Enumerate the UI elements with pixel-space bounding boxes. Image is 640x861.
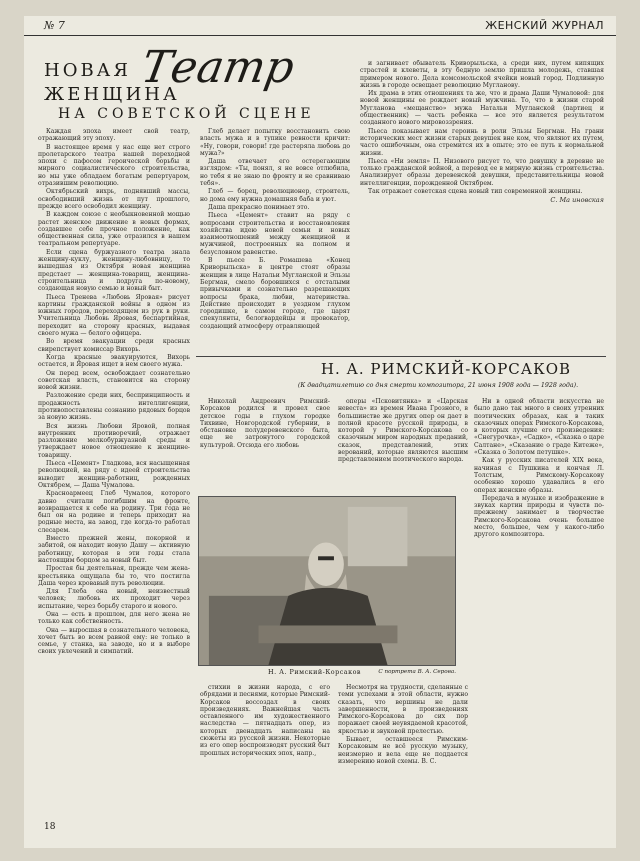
magazine-page	[24, 16, 616, 848]
paragraph: Пьеса показывает нам героинь в роли Эльзы Бергман. На грани исторических мест жизни старых девушек вне ком, что являют их путем, часто ошибочным, она стремится их в опыте; это ее путь к нормальной жизни.	[360, 127, 604, 157]
article-title	[38, 42, 338, 124]
paragraph: Пьеса Тренева «Любовь Яровая» рисует картины гражданской войны в одном из южных городов, переходящем из рук в руки. Учительница Любовь Яровая, беспартийная, переходит на сторону красных, выдавая своего мужа — белого офицера.	[38, 293, 190, 338]
paragraph: Каждая эпоха имеет свой театр, отражающий эту эпоху.	[38, 128, 190, 143]
paragraph: Она — есть в прошлом, для него жена не только как собственность.	[38, 611, 190, 626]
page-header	[24, 16, 616, 36]
rimsky-bottom-right	[338, 684, 468, 824]
title-script: Театр	[137, 42, 299, 93]
paragraph: В настоящее время у нас еще нет строго пролетарского театра нашей переходной эпохи с пафосом героической борьбы и мирного социалистического строительства, но мы уже обладаем богатым репертуаром, отразившим революцию.	[38, 143, 190, 188]
paragraph: Несмотря на трудности, сделанные с теми успехами в этой области, нужно сказать, что вершины не дали завершенности, в произведениях Римского-Корсакова до сих пор поражает своей неувядаемой красотой, яркостью и звуковой прелестью.	[338, 684, 468, 735]
paragraph: Так отражает советская сцена новый тип современной женщины.	[368, 188, 583, 196]
caption-credit: С портрета В. А. Серова.	[378, 669, 456, 675]
caption-name: Н. А. Римский-Корсаков	[268, 668, 362, 676]
title-line-2: ЖЕНЩИНА	[44, 84, 180, 105]
paragraph: Как у русских писателей XIX века, начиная с Пушкина и кончая Л. Толстым, Римскому-Корсакову особенно хорошо удавались в его операх женские образы.	[474, 457, 604, 494]
page-number: 18	[44, 822, 56, 832]
paragraph: В пьесе Б. Ромашева «Конец Криворыльска» в центре стоят образы женщин в лице Натальи Мугланской и Эльзы Бергман, смело боровшихся с отсталыми привычками и сознательно разрешающих вопросы брака, любви, материнства. Действие происходит в уездном глухом городишке, в самом городе, где царят спекулянты, белогвардейцы и провокатор, создающий атмосферу отравляющей	[200, 257, 350, 330]
paragraph: Для Глеба она новый, неизвестный человек; любовь их проходит через испытание, через борьбу старого и нового.	[38, 588, 190, 610]
article-column-3	[360, 60, 604, 354]
paragraph: Глеб делает попытку восстановить свою власть мужа и в тупике ревности кричит: «Ну, говори, говори! где растеряла любовь до мужа?»	[200, 128, 350, 157]
portrait-image	[198, 496, 456, 666]
paragraph: Пьеса «Цемент» ставит на ряду с вопросами строительства и восстановления хозяйства идею новой семьи и новых взаимоотношений между женщиной и мужчиной, построенных на полном и безусловном равенстве.	[200, 212, 350, 256]
paragraph: Передача в музыке и изображение в звуках картин природы и чувств по-прежнему занимает в творчестве Римского-Корсакова очень большое место, большее, чем у какого-либо другого композитора.	[474, 494, 604, 539]
paragraph: оперы «Псковитянка» и «Царская невеста» из времен Ивана Грозного, в большинстве же других опер он дает в полной красоте русской природы, в которой у Римского-Корсакова со сказочным миром народных преданий, сказок, представлений, этих верований, которые являются высшим представлением поэтического народа.	[338, 398, 468, 464]
paragraph: Октябрьский вихрь, поднявший массы, освободивший жизнь от пут прошлого, прежде всего освободил женщину.	[38, 188, 190, 210]
article-column-2	[200, 128, 350, 354]
paragraph: Ни в одной области искусства не было дано так много в своих утренних поэтических образах, как в таких сказочных операх Римского-Корсакова, в которых лучшие его произведения: «Снегурочка», «Садко», «Сказка о царе Салтане», «Сказание о граде Китеже», «Сказка о Золотом петушке».	[474, 398, 604, 457]
article-column-1	[38, 128, 190, 828]
paragraph: В каждом союзе с необыкновенной мощью растет женское движение в новых формах, создавшее себе прочное положение, как общественная сила, уже отразился в нашем театральном репертуаре.	[38, 211, 190, 248]
paragraph: Вместо прежней жены, покорной и забитой, он находит новую Дашу — активную работницу, которая в эти годы стала настоящим борцом за новый быт.	[38, 535, 190, 564]
paragraph: Их драма в этих отношениях та же, что и драма Даши Чумаловой: для новой женщины ее рождает новый мужчина. То, что в жизни старой Мугланова «мещанство» мужа Натальи Мугланской (партиец и общественник) — часть ребенка — все это является результатом созданного нового мировоззрения.	[360, 90, 604, 127]
title-line-3: НА СОВЕТСКОЙ СЦЕНЕ	[58, 106, 315, 122]
paragraph: Красноармеец Глеб Чумалов, которого давно считали погибшим на фронте, возвращается к себе на родину. Три года не был он на родине и теперь приходит на родные места, на завод, где когда-то работал слесарем.	[38, 490, 190, 534]
rimsky-subtitle: (К двадцатилетию со дня смерти композитора, 21 июня 1908 года — 1928 года).	[297, 382, 579, 389]
author-signature: С. Ма иновская	[550, 196, 604, 205]
paragraph: Николай Андреевич Римский-Корсаков родился и провел свое детское годы в глухом городке Тихвине, Новгородской губернии, в обстановке полудеревенского быта, еще не затронутого городской культурой. Отсюда его любовь	[200, 398, 330, 449]
rimsky-column-right	[474, 398, 604, 818]
section-divider	[196, 356, 606, 357]
paragraph: Вся жизнь Любови Яровой, полная внутренних противоречий, отражает разложение мелкобуржуазной среды и утверждает новое отношение к женщине-товарищу.	[38, 422, 190, 459]
paragraph: Если сцена буржуазного театра знала женщину-куклу, женщину-любовницу, то вышедшая из Октября новая женщина предстает — женщина-товарищ, женщина-строительница и подруга по-новому, создающая новую семью и новый быт.	[38, 248, 190, 293]
paragraph: Пьеса «Ни земля» П. Низового рисует то, что девушку в деревне не только гражданской войной, а перевод ее в мирную жизнь строительства. Анализирует образы деревенской девушки, представительницы новой интеллигенции, порожденной Октябрем.	[360, 157, 604, 187]
rimsky-column-middle	[338, 398, 468, 494]
title-line-1: НОВАЯ	[44, 60, 131, 81]
paragraph: Простая бы деятельная, прежде чем жена-крестьянка ощущала бы то, что постигла Даша через кровавый путь революции.	[38, 565, 190, 587]
paragraph: стихии в жизни народа, с его обрядами и песнями, которые Римский-Корсаков воссоздал в своих произведениях. Важнейшая часть оставленного им художественного наследства — пятнадцать опер, из которых двенадцать написаны на сюжеты из русской жизни. Некоторые из его опер воспроизводят русский быт прошлых исторических эпох, напр.,	[200, 684, 330, 757]
paragraph: Даша прекрасно понимает это.	[208, 203, 310, 211]
paragraph: Разложение среди них, беспринципность и продажность интеллигенции, противопоставлены сознанию рядовых борцов за новую жизнь.	[38, 392, 190, 422]
paragraph: Пьеса «Цемент» Гладкова, вся насыщенная революцией, на ряду с идеей строительства выводит женщин-работниц, рожденных Октябрем, — Даша Чумалова.	[38, 460, 190, 489]
paragraph: Глеб — борец, революционер, строитель, но дома ему нужна домашняя баба и уют.	[200, 188, 350, 203]
issue-number: № 7	[44, 19, 65, 32]
paragraph: и загнивает обыватель Криворыльска, а среди них, путем кипящих страстей и клеветы, в эту бедную землю пришла молодежь, ставшая примером нового. Дела комсомольской ячейки новый город. Подлинную жизнь в городе освещает революцию Мугланову.	[360, 60, 604, 89]
rimsky-bottom-left	[200, 684, 330, 824]
rimsky-title: Н. А. РИМСКИЙ-КОРСАКОВ	[320, 360, 572, 378]
paragraph: Даша отвечает его остерегающим взглядом: «Ты, понял, я не вовсе отлюбила, но тебя я не знаю по фронту и не сравниваю тебя».	[200, 158, 350, 188]
magazine-name: ЖЕНСКИЙ ЖУРНАЛ	[485, 19, 604, 32]
paragraph: Она — выросшая в сознательного человека, хочет быть во всем равной ему: не только в семье, у станка, на заводе, но и в выборе своих увлечений и симпатий.	[38, 626, 190, 656]
paragraph: Он перед всем, освобождает сознательно советская власть, становится на сторону новой жизни.	[38, 369, 190, 392]
paragraph: Во время эвакуации среди красных свирепствует комиссар Вихорь.	[38, 338, 190, 353]
paragraph: Когда красные эвакуируются, Вихорь остается, и Яровая ищет в нем своего мужа.	[38, 353, 190, 369]
rimsky-column-left	[200, 398, 330, 494]
paragraph: Бывает, оставшееся Римским-Корсаковым не всё русскую музыку, неизмерно и вела еще не поддается измерению новой схемы. В. С.	[338, 736, 468, 765]
